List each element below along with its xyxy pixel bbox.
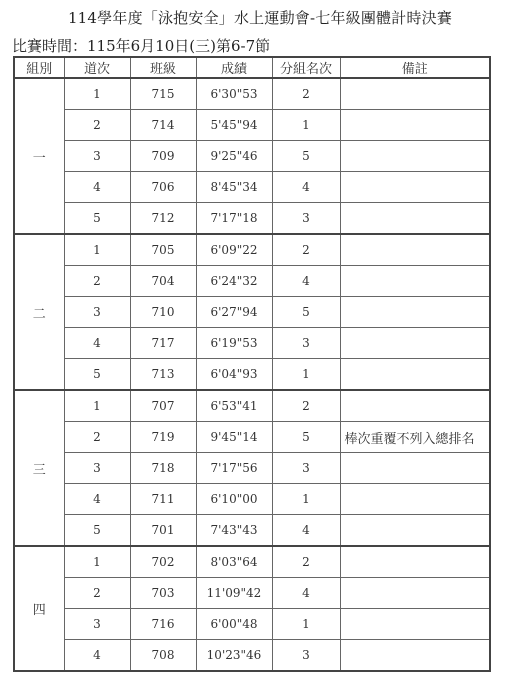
time-cell: 10'23"46 <box>196 640 272 672</box>
rank-cell: 3 <box>272 203 340 235</box>
class-cell: 704 <box>130 266 196 297</box>
note-cell <box>340 78 490 110</box>
time-cell: 6'19"53 <box>196 328 272 359</box>
note-cell <box>340 172 490 203</box>
rank-cell: 4 <box>272 578 340 609</box>
class-cell: 702 <box>130 546 196 578</box>
time-cell: 7'17"56 <box>196 453 272 484</box>
column-header-class: 班級 <box>130 57 196 78</box>
rank-cell: 3 <box>272 328 340 359</box>
class-cell: 701 <box>130 515 196 547</box>
time-cell: 7'43"43 <box>196 515 272 547</box>
time-cell: 9'45"14 <box>196 422 272 453</box>
class-cell: 715 <box>130 78 196 110</box>
rank-cell: 1 <box>272 609 340 640</box>
class-cell: 708 <box>130 640 196 672</box>
time-cell: 6'09"22 <box>196 234 272 266</box>
lane-cell: 2 <box>64 266 130 297</box>
lane-cell: 4 <box>64 640 130 672</box>
class-cell: 706 <box>130 172 196 203</box>
note-cell <box>340 640 490 672</box>
time-cell: 6'10"00 <box>196 484 272 515</box>
lane-cell: 4 <box>64 172 130 203</box>
rank-cell: 1 <box>272 484 340 515</box>
note-cell <box>340 110 490 141</box>
results-table <box>13 56 491 672</box>
table-row <box>14 141 490 172</box>
class-cell: 711 <box>130 484 196 515</box>
group-cell: 二 <box>14 234 64 390</box>
rank-cell: 2 <box>272 78 340 110</box>
note-cell <box>340 484 490 515</box>
class-cell: 709 <box>130 141 196 172</box>
rank-cell: 4 <box>272 172 340 203</box>
lane-cell: 1 <box>64 546 130 578</box>
table-row <box>14 359 490 391</box>
class-cell: 716 <box>130 609 196 640</box>
note-cell <box>340 609 490 640</box>
class-cell: 712 <box>130 203 196 235</box>
time-cell: 6'27"94 <box>196 297 272 328</box>
class-cell: 713 <box>130 359 196 391</box>
lane-cell: 1 <box>64 78 130 110</box>
table-header-row <box>14 57 490 78</box>
rank-cell: 4 <box>272 515 340 547</box>
rank-cell: 5 <box>272 422 340 453</box>
table-row <box>14 484 490 515</box>
rank-cell: 1 <box>272 110 340 141</box>
rank-cell: 2 <box>272 546 340 578</box>
note-cell <box>340 359 490 391</box>
note-cell <box>340 266 490 297</box>
rank-cell: 5 <box>272 141 340 172</box>
class-cell: 703 <box>130 578 196 609</box>
class-cell: 717 <box>130 328 196 359</box>
note-cell <box>340 141 490 172</box>
table-row <box>14 453 490 484</box>
time-cell: 6'30"53 <box>196 78 272 110</box>
note-cell <box>340 453 490 484</box>
results-body <box>14 78 490 671</box>
time-cell: 6'24"32 <box>196 266 272 297</box>
time-cell: 6'00"48 <box>196 609 272 640</box>
note-cell <box>340 328 490 359</box>
document-title: 114學年度「泳抱安全」水上運動會-七年級團體計時決賽 <box>67 9 453 27</box>
rank-cell: 2 <box>272 390 340 422</box>
time-cell: 7'17"18 <box>196 203 272 235</box>
lane-cell: 2 <box>64 110 130 141</box>
note-cell <box>340 578 490 609</box>
lane-cell: 2 <box>64 422 130 453</box>
table-row <box>14 546 490 578</box>
note-cell <box>340 515 490 547</box>
note-cell <box>340 203 490 235</box>
group-cell: 三 <box>14 390 64 546</box>
class-cell: 705 <box>130 234 196 266</box>
lane-cell: 3 <box>64 141 130 172</box>
group-cell: 四 <box>14 546 64 671</box>
lane-cell: 1 <box>64 234 130 266</box>
lane-cell: 4 <box>64 484 130 515</box>
class-cell: 718 <box>130 453 196 484</box>
table-row <box>14 578 490 609</box>
table-row <box>14 172 490 203</box>
lane-cell: 5 <box>64 359 130 391</box>
note-cell: 棒次重覆不列入總排名 <box>340 422 490 453</box>
group-cell: 一 <box>14 78 64 234</box>
rank-cell: 2 <box>272 234 340 266</box>
column-header-lane: 道次 <box>64 57 130 78</box>
rank-cell: 3 <box>272 640 340 672</box>
lane-cell: 5 <box>64 203 130 235</box>
class-cell: 707 <box>130 390 196 422</box>
time-cell: 5'45"94 <box>196 110 272 141</box>
rank-cell: 4 <box>272 266 340 297</box>
rank-cell: 1 <box>272 359 340 391</box>
table-row <box>14 640 490 672</box>
class-cell: 719 <box>130 422 196 453</box>
lane-cell: 3 <box>64 609 130 640</box>
time-cell: 8'03"64 <box>196 546 272 578</box>
table-row <box>14 390 490 422</box>
rank-cell: 5 <box>272 297 340 328</box>
table-row <box>14 266 490 297</box>
column-header-rank: 分組名次 <box>272 57 340 78</box>
table-row <box>14 609 490 640</box>
schedule-text: 比賽時間：115年6月10日(三)第6-7節 <box>12 37 271 55</box>
class-cell: 710 <box>130 297 196 328</box>
lane-cell: 3 <box>64 297 130 328</box>
note-cell <box>340 234 490 266</box>
time-cell: 9'25"46 <box>196 141 272 172</box>
table-row <box>14 422 490 453</box>
table-row <box>14 203 490 235</box>
table-row <box>14 297 490 328</box>
lane-cell: 2 <box>64 578 130 609</box>
rank-cell: 3 <box>272 453 340 484</box>
time-cell: 6'04"93 <box>196 359 272 391</box>
lane-cell: 3 <box>64 453 130 484</box>
table-row <box>14 78 490 110</box>
table-row <box>14 110 490 141</box>
time-cell: 8'45"34 <box>196 172 272 203</box>
table-row <box>14 515 490 547</box>
column-header-time: 成績 <box>196 57 272 78</box>
lane-cell: 5 <box>64 515 130 547</box>
table-row <box>14 234 490 266</box>
time-cell: 6'53"41 <box>196 390 272 422</box>
lane-cell: 1 <box>64 390 130 422</box>
column-header-note: 備註 <box>340 57 490 78</box>
time-cell: 11'09"42 <box>196 578 272 609</box>
lane-cell: 4 <box>64 328 130 359</box>
note-cell <box>340 297 490 328</box>
note-cell <box>340 390 490 422</box>
class-cell: 714 <box>130 110 196 141</box>
column-header-group: 組別 <box>14 57 64 78</box>
table-row <box>14 328 490 359</box>
note-cell <box>340 546 490 578</box>
